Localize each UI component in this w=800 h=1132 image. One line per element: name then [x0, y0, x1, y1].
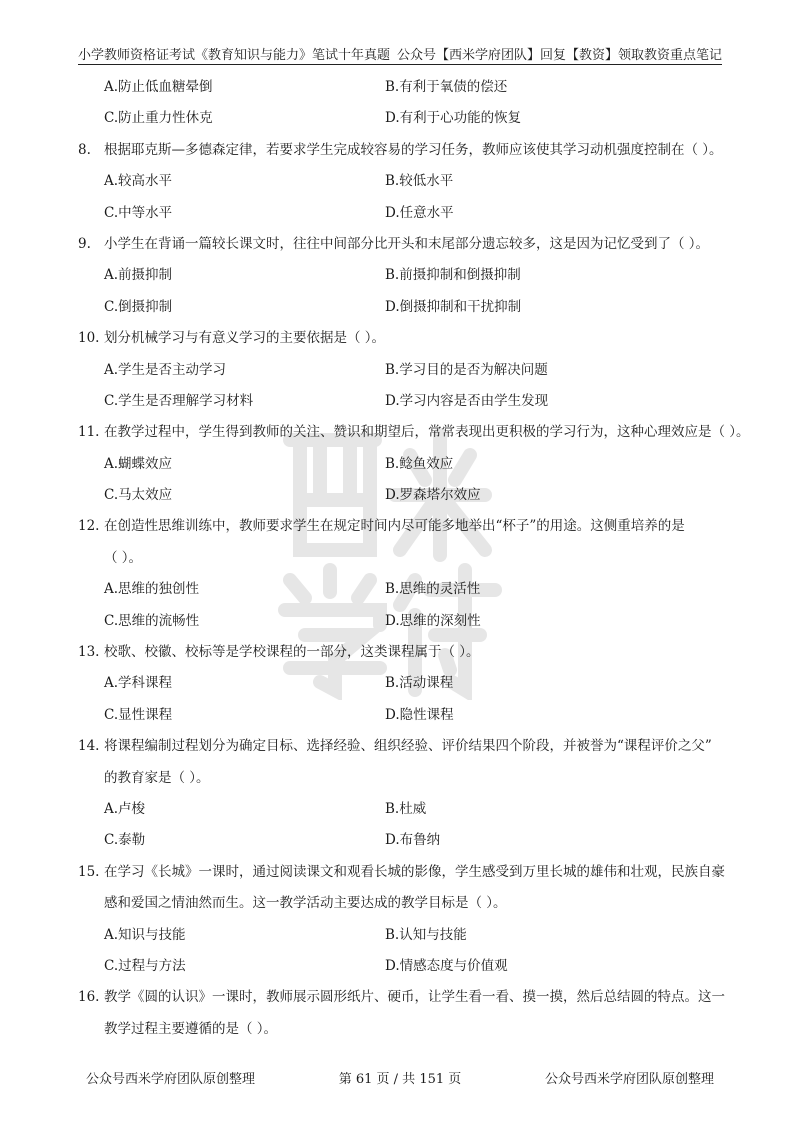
- question-number: 8.: [78, 141, 91, 158]
- option-b: B.思维的灵活性: [385, 581, 481, 598]
- question-number: 9.: [78, 235, 91, 252]
- option-row: [78, 480, 734, 511]
- option-c: C.过程与方法: [104, 957, 186, 974]
- option-row: [78, 292, 734, 323]
- question-16: [78, 982, 734, 1013]
- header-promo: 公众号【西米学府团队】回复【教资】领取教资重点笔记: [396, 48, 722, 63]
- option-a: A.蝴蝶效应: [104, 455, 173, 472]
- option-a: A.学生是否主动学习: [104, 361, 227, 378]
- option-c: C.思维的流畅性: [104, 612, 200, 629]
- question-text-continued: 感和爱国之情油然而生。这一教学活动主要达成的教学目标是（ ）。: [104, 895, 507, 912]
- option-row: [78, 103, 734, 134]
- question-11: [78, 417, 750, 448]
- question-number: 12.: [78, 518, 100, 535]
- question-9: [78, 229, 734, 260]
- question-10: [78, 323, 734, 354]
- question-8: [78, 135, 734, 166]
- option-d: D.思维的深刻性: [385, 612, 481, 629]
- option-c: C.马太效应: [104, 487, 173, 504]
- option-c: C.显性课程: [104, 706, 173, 723]
- option-a: A.较高水平: [104, 173, 173, 190]
- option-d: D.罗森塔尔效应: [385, 487, 481, 504]
- option-row: [78, 700, 734, 731]
- question-text: 校歌、校徽、校标等是学校课程的一部分，这类课程属于（ ）。: [104, 644, 480, 661]
- option-a: A.知识与技能: [104, 926, 186, 943]
- option-b: B.学习目的是否为解决问题: [385, 361, 548, 378]
- option-d: D.布鲁纳: [385, 832, 441, 849]
- question-text: 在学习《长城》一课时，通过阅读课文和观看长城的影像，学生感受到万里长城的雄伟和壮观，民族自豪: [104, 863, 725, 880]
- option-b: B.鲶鱼效应: [385, 455, 454, 472]
- question-number: 15.: [78, 863, 100, 880]
- option-b: B.前摄抑制和倒摄抑制: [385, 267, 521, 284]
- option-row: [78, 794, 734, 825]
- question-number: 16.: [78, 989, 100, 1006]
- question-text: 在创造性思维训练中，教师要求学生在规定时间内尽可能多地举出“杯子”的用途。这侧重培养的是: [104, 518, 685, 535]
- option-a: A.卢梭: [104, 800, 146, 817]
- option-row: [78, 606, 734, 637]
- option-d: D.倒摄抑制和干扰抑制: [385, 298, 522, 315]
- option-b: B.有利于氧债的偿还: [385, 79, 508, 95]
- question-number: 13.: [78, 644, 100, 661]
- option-row: [78, 166, 734, 197]
- question-continuation: [78, 763, 734, 794]
- header-title: 小学教师资格证考试《教育知识与能力》笔试十年真题: [78, 48, 391, 63]
- question-text: 将课程编制过程划分为确定目标、选择经验、组织经验、评价结果四个阶段，并被誉为“课程评价之父”: [104, 738, 712, 755]
- option-c: C.防止重力性休克: [104, 110, 213, 127]
- footer-left: 公众号西米学府团队原创整理: [86, 1072, 256, 1087]
- question-continuation: [78, 1014, 734, 1045]
- question-text: 根据耶克斯—多德森定律，若要求学生完成较容易的学习任务，教师应该使其学习动机强度控制在（ ）。: [104, 141, 723, 158]
- question-number: 11.: [78, 424, 100, 441]
- option-row: [78, 825, 734, 856]
- option-a: A.前摄抑制: [104, 267, 173, 284]
- question-text: 在教学过程中，学生得到教师的关注、赞识和期望后，常常表现出更积极的学习行为，这种心理效应是（ ）。: [104, 424, 750, 441]
- question-number: 10.: [78, 330, 100, 347]
- option-d: D.隐性课程: [385, 706, 454, 723]
- option-c: C.学生是否理解学习材料: [104, 392, 254, 409]
- page-header: [78, 38, 722, 65]
- option-row: [78, 574, 734, 605]
- question-text-continued: 教学过程主要遵循的是（ ）。: [104, 1020, 278, 1037]
- option-b: B.杜威: [385, 800, 427, 817]
- option-a: A.防止低血糖晕倒: [104, 79, 213, 95]
- option-row: [78, 260, 734, 291]
- question-text: 小学生在背诵一篇较长课文时，往往中间部分比开头和末尾部分遗忘较多，这是因为记忆受到了（ ）。: [104, 235, 710, 252]
- footer-right: 公众号西米学府团队原创整理: [544, 1072, 714, 1087]
- question-text-continued: （ ）。: [104, 549, 143, 566]
- option-b: B.认知与技能: [385, 926, 467, 943]
- option-row: [78, 449, 734, 480]
- option-row: [78, 951, 734, 982]
- option-d: D.学习内容是否由学生发现: [385, 392, 549, 409]
- option-c: C.中等水平: [104, 204, 173, 221]
- question-number: 14.: [78, 738, 100, 755]
- question-continuation: [78, 888, 734, 919]
- question-13: [78, 637, 734, 668]
- question-14: [78, 731, 734, 762]
- question-text-continued: 的教育家是（ ）。: [104, 769, 210, 786]
- question-text: 教学《圆的认识》一课时，教师展示圆形纸片、硬币，让学生看一看、摸一摸，然后总结圆的特点。这一: [104, 989, 725, 1006]
- option-row: [78, 920, 734, 951]
- question-15: [78, 857, 734, 888]
- option-d: D.情感态度与价值观: [385, 957, 508, 974]
- question-text: 划分机械学习与有意义学习的主要依据是（ ）。: [104, 330, 386, 347]
- option-d: D.任意水平: [385, 204, 454, 221]
- option-a: A.学科课程: [104, 675, 173, 692]
- option-row: [78, 668, 734, 699]
- option-row: [78, 198, 734, 229]
- option-b: B.较低水平: [385, 173, 454, 190]
- page-number: 第 61 页 / 共 151 页: [338, 1072, 462, 1087]
- option-c: C.倒摄抑制: [104, 298, 173, 315]
- option-b: B.活动课程: [385, 675, 454, 692]
- option-d: D.有利于心功能的恢复: [385, 110, 522, 127]
- option-a: A.思维的独创性: [104, 581, 200, 598]
- question-list: [78, 72, 750, 1045]
- option-row: [78, 72, 734, 103]
- question-12: [78, 511, 734, 542]
- option-c: C.泰勒: [104, 832, 146, 849]
- question-continuation: [78, 543, 734, 574]
- option-row: [78, 386, 734, 417]
- option-row: [78, 355, 734, 386]
